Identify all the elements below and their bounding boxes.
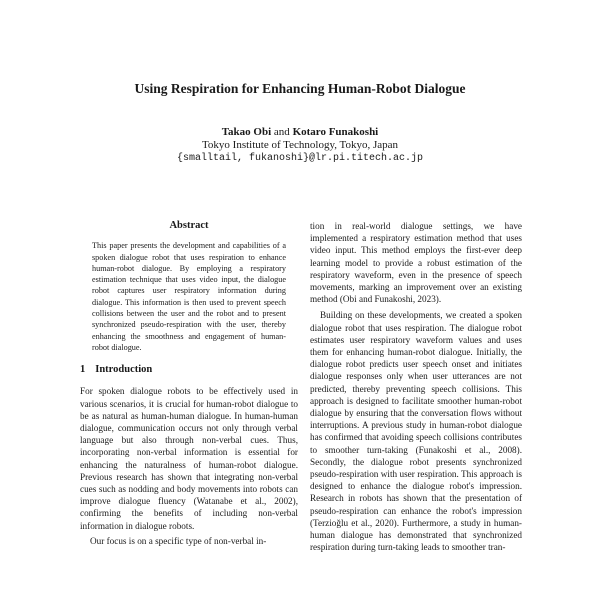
- author-block: [0, 126, 600, 165]
- intro-paragraph-1: For spoken dialogue robots to be effectively used in various scenarios, it is crucial for human-robot dialogue to be as natural as human-human dialogue. In human-human dialogue, communication occurs not only through verbal language but also through non-verbal cues. Thus, incorporating non-verbal information is essential for enhancing the naturalness of human-robot dialogue. Previous research has shown that integrating non-verbal cues such as nodding and body movements into robots can improve dialogue fluency (Watanabe et al., 2002), confirming the benefits of including non-verbal information in dialogue robots.: [80, 386, 298, 531]
- affiliation: Tokyo Institute of Technology, Tokyo, Japan: [201, 139, 399, 151]
- right-paragraph-1: tion in real-world dialogue settings, we have implemented a respiratory estimation method that uses video input. This method employs the first-ever deep learning model to provide a robust estimation of the respiratory waveform, even in the presence of speech movements, marking an improvement over an existing method (Obi and Funakoshi, 2023).: [310, 221, 522, 305]
- author-names: [0, 126, 600, 139]
- author-2: Kotaro Funakoshi: [292, 126, 379, 138]
- author-1: Takao Obi: [221, 126, 272, 138]
- paper-title: Using Respiration for Enhancing Human-Robot Dialogue: [134, 81, 466, 96]
- section-1-heading: [80, 364, 298, 376]
- abstract-heading: Abstract: [169, 220, 209, 231]
- left-column: [80, 220, 298, 547]
- section-1-title: Introduction: [95, 364, 153, 376]
- right-column: [310, 220, 522, 553]
- section-1-number: 1: [80, 364, 86, 376]
- author-email: {smalltail, fukanoshi}@lr.pi.titech.ac.jp: [176, 153, 424, 164]
- right-paragraph-2: Building on these developments, we created a spoken dialogue robot that uses respiration. The dialogue robot estimates user respiratory waveform values and uses them for enhancing human-robot dialogue. Initially, the dialogue robot predicts user speech onset and initiates dialogue responses only when user utterances are not predicted, thereby preventing speech collisions. This approach is designed to facilitate smoother human-robot dialogue by ensuring that the conversation flows without interruptions. A previous study in human-robot dialogue has confirmed that avoiding speech collisions contributes to smoother turn-taking (Funakoshi et al., 2008). Secondly, the dialogue robot presents synchronized pseudo-respiration with user respiration. This approach is designed to enhance the dialogue robot's impression. Research in robots has shown that the presentation of pseudo-respiration can enhance the robot's impression (Terzioğlu et al., 2020). Furthermore, a study in human-human dialogue has demonstrated that synchronized respiration during turn-taking leads to smoother tran-: [310, 310, 522, 553]
- intro-paragraph-2: Our focus is on a specific type of non-verbal in-: [90, 535, 267, 546]
- abstract-text: This paper presents the development and capabilities of a spoken dialogue robot that uses respiration to enhance human-robot dialogue. By employing a respiratory estimation technique that uses video input, the dialogue robot captures user respiratory information during dialogue. This information is then used to prevent speech collisions between the user and the robot and to present synchronized pseudo-respiration with the user, thereby enhancing the smoothness and engagement of human-robot dialogue.: [92, 241, 286, 352]
- author-conjunction: and: [273, 126, 290, 138]
